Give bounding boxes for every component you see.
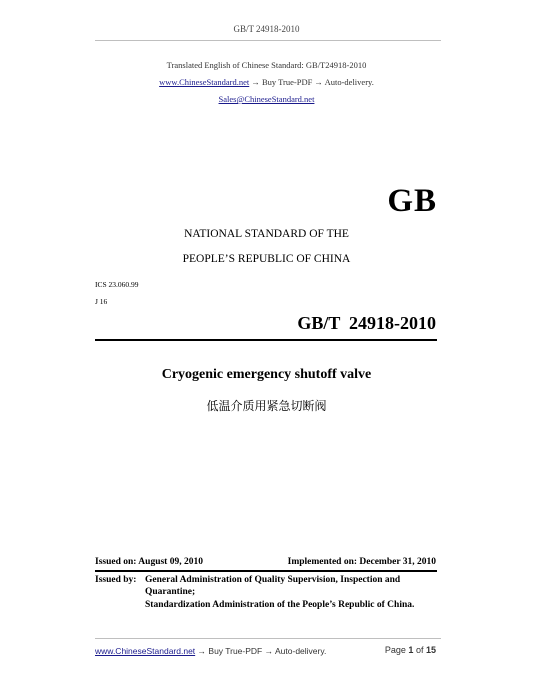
implemented-date: Implemented on: December 31, 2010 [287, 557, 436, 567]
header-buy-text: → Buy True-PDF → Auto-delivery. [249, 77, 374, 87]
page-total: 15 [425, 645, 436, 655]
national-line-1: NATIONAL STANDARD OF THE [184, 228, 349, 240]
standard-number: GB/T 24918-2010 [297, 313, 436, 333]
header-delivery-line [0, 77, 533, 87]
page-indicator [385, 645, 436, 655]
issuer-line-3: Standardization Administration of the People’s Republic of China. [145, 600, 415, 610]
page-label: Page [384, 645, 406, 655]
footer-site-link[interactable]: www.ChineseStandard.net [95, 646, 196, 656]
issued-date: Issued on: August 09, 2010 [95, 557, 203, 567]
ccs-code: J 16 [95, 297, 108, 306]
header-email-line [0, 94, 533, 104]
issuer-line-1: General Administration of Quality Supervision, Inspection and [145, 575, 401, 585]
dates-rule [95, 570, 437, 572]
email-link[interactable]: Sales@ChineseStandard.net [218, 94, 315, 104]
footer-buy-text: → Buy True-PDF → Auto-delivery. [195, 646, 327, 656]
translated-line: Translated English of Chinese Standard: GB/T24918-2010 [166, 60, 367, 70]
footer-delivery-line [95, 646, 326, 656]
footer-divider [95, 638, 441, 639]
gb-logo: GB [387, 183, 437, 219]
number-rule [95, 339, 437, 341]
title-english: Cryogenic emergency shutoff valve [161, 367, 372, 382]
national-line-2: PEOPLE’S REPUBLIC OF CHINA [182, 253, 351, 265]
ics-code: ICS 23.060.99 [95, 280, 139, 289]
header-site-link[interactable]: www.ChineseStandard.net [159, 77, 250, 87]
of-label: of [415, 645, 424, 655]
issuer-line-2: Quarantine; [145, 587, 196, 597]
title-chinese: 低温介质用紧急切断阀 [206, 399, 327, 413]
issued-by-label: Issued by: [95, 575, 137, 585]
running-title: GB/T 24918-2010 [233, 24, 300, 34]
page-number: 1 [408, 645, 414, 655]
header-divider [95, 40, 441, 41]
